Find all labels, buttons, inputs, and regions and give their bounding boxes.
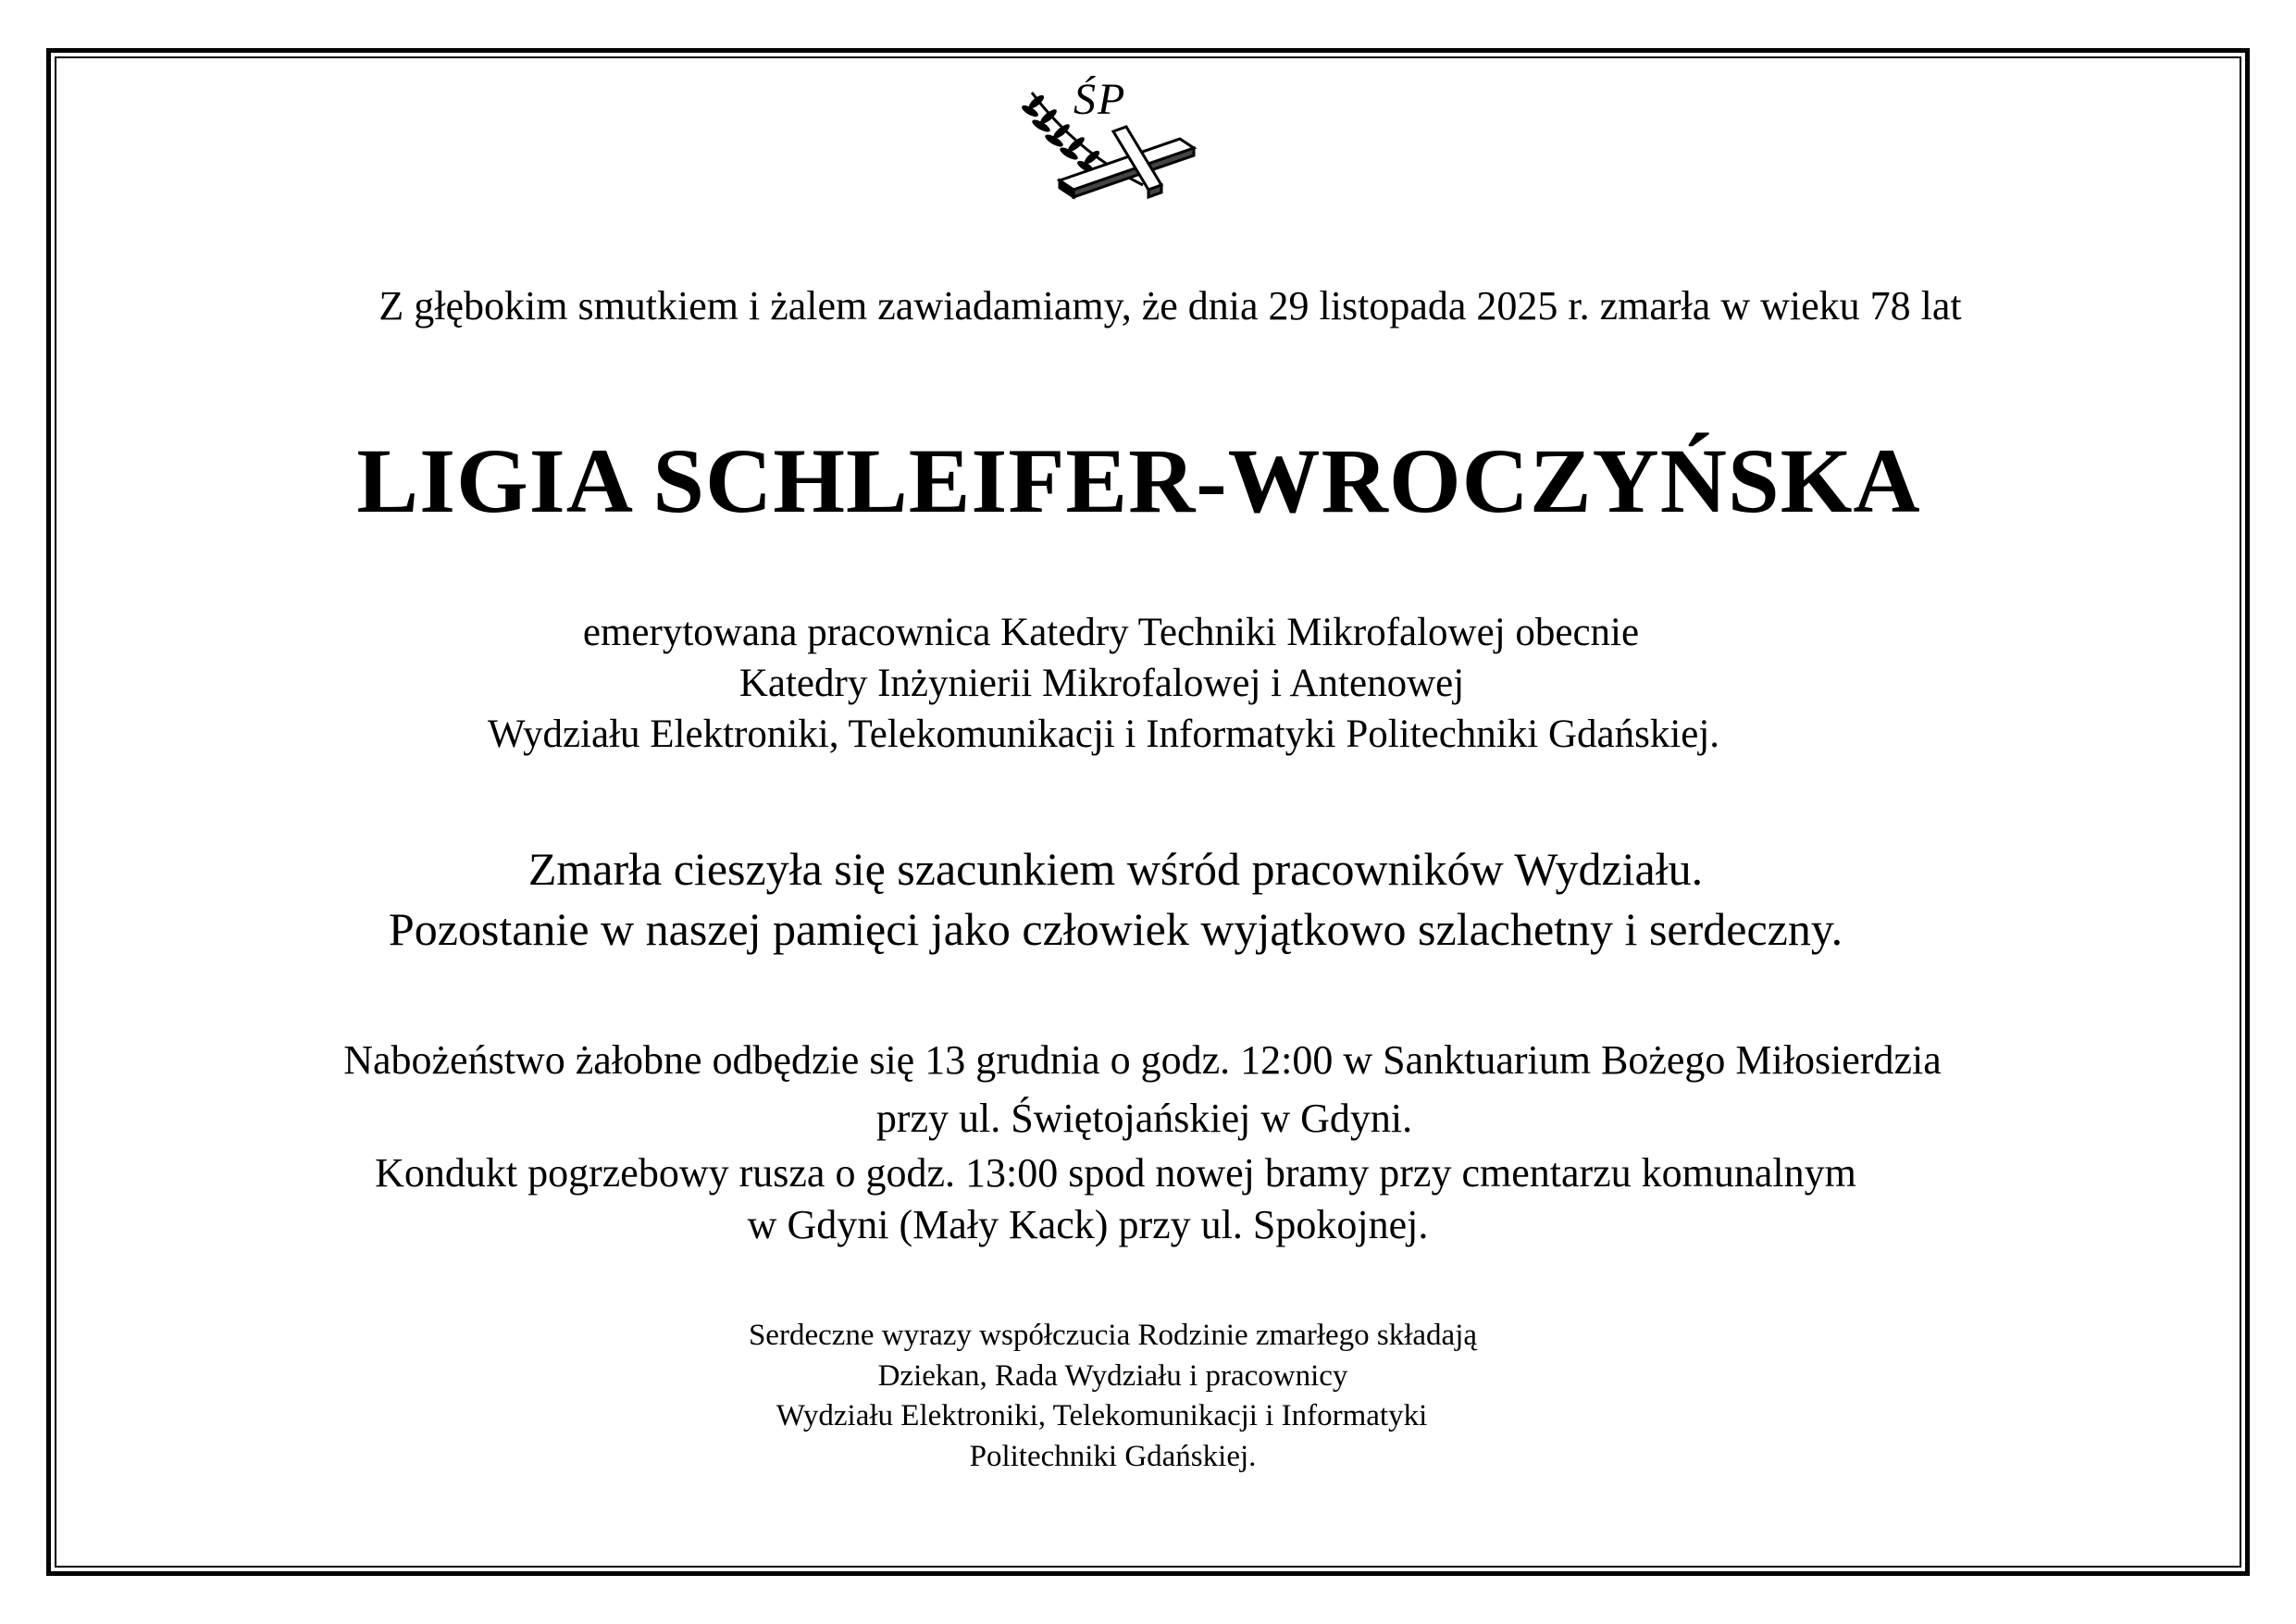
deceased-name: LIGIA SCHLEIFER-WROCZYŃSKA bbox=[356, 429, 1921, 532]
service-line: Nabożeństwo żałobne odbędzie się 13 grudnia o godz. 12:00 w Sanktuarium Bożego Miłosierdzia bbox=[343, 1037, 1942, 1083]
condolence-line: Politechniki Gdańskiej. bbox=[969, 1440, 1257, 1473]
role-line: Wydziału Elektroniki, Telekomunikacji i Informatyki Politechniki Gdańskiej. bbox=[487, 713, 1720, 756]
memory-line: Zmarła cieszyła się szacunkiem wśród pracowników Wydziału. bbox=[527, 843, 1704, 895]
condolence-line: Serdeczne wyrazy współczucia Rodzinie zmarłego składają bbox=[748, 1319, 1478, 1352]
service-line: w Gdyni (Mały Kack) przy ul. Spokojnej. bbox=[747, 1202, 1429, 1247]
service-line: przy ul. Świętojańskiej w Gdyni. bbox=[875, 1096, 1413, 1141]
condolence-line: Dziekan, Rada Wydziału i pracownicy bbox=[877, 1359, 1348, 1393]
sp-emblem-text: ŚP bbox=[1074, 75, 1127, 124]
role-line: Katedry Inżynierii Mikrofalowej i Antenowej bbox=[738, 662, 1465, 705]
service-line: Kondukt pogrzebowy rusza o godz. 13:00 spod nowej bramy przy cmentarzu komunalnym bbox=[375, 1150, 1856, 1196]
intro-text: Z głębokim smutkiem i żalem zawiadamiamy, że dnia 29 listopada 2025 r. zmarła w wieku 78 lat bbox=[379, 283, 1962, 329]
role-line: emerytowana pracownica Katedry Techniki Mikrofalowej obecnie bbox=[582, 611, 1640, 654]
condolence-line: Wydziału Elektroniki, Telekomunikacji i Informatyki bbox=[776, 1399, 1428, 1432]
memory-line: Pozostanie w naszej pamięci jako człowiek wyjątkowo szlachetny i serdeczny. bbox=[388, 903, 1843, 955]
